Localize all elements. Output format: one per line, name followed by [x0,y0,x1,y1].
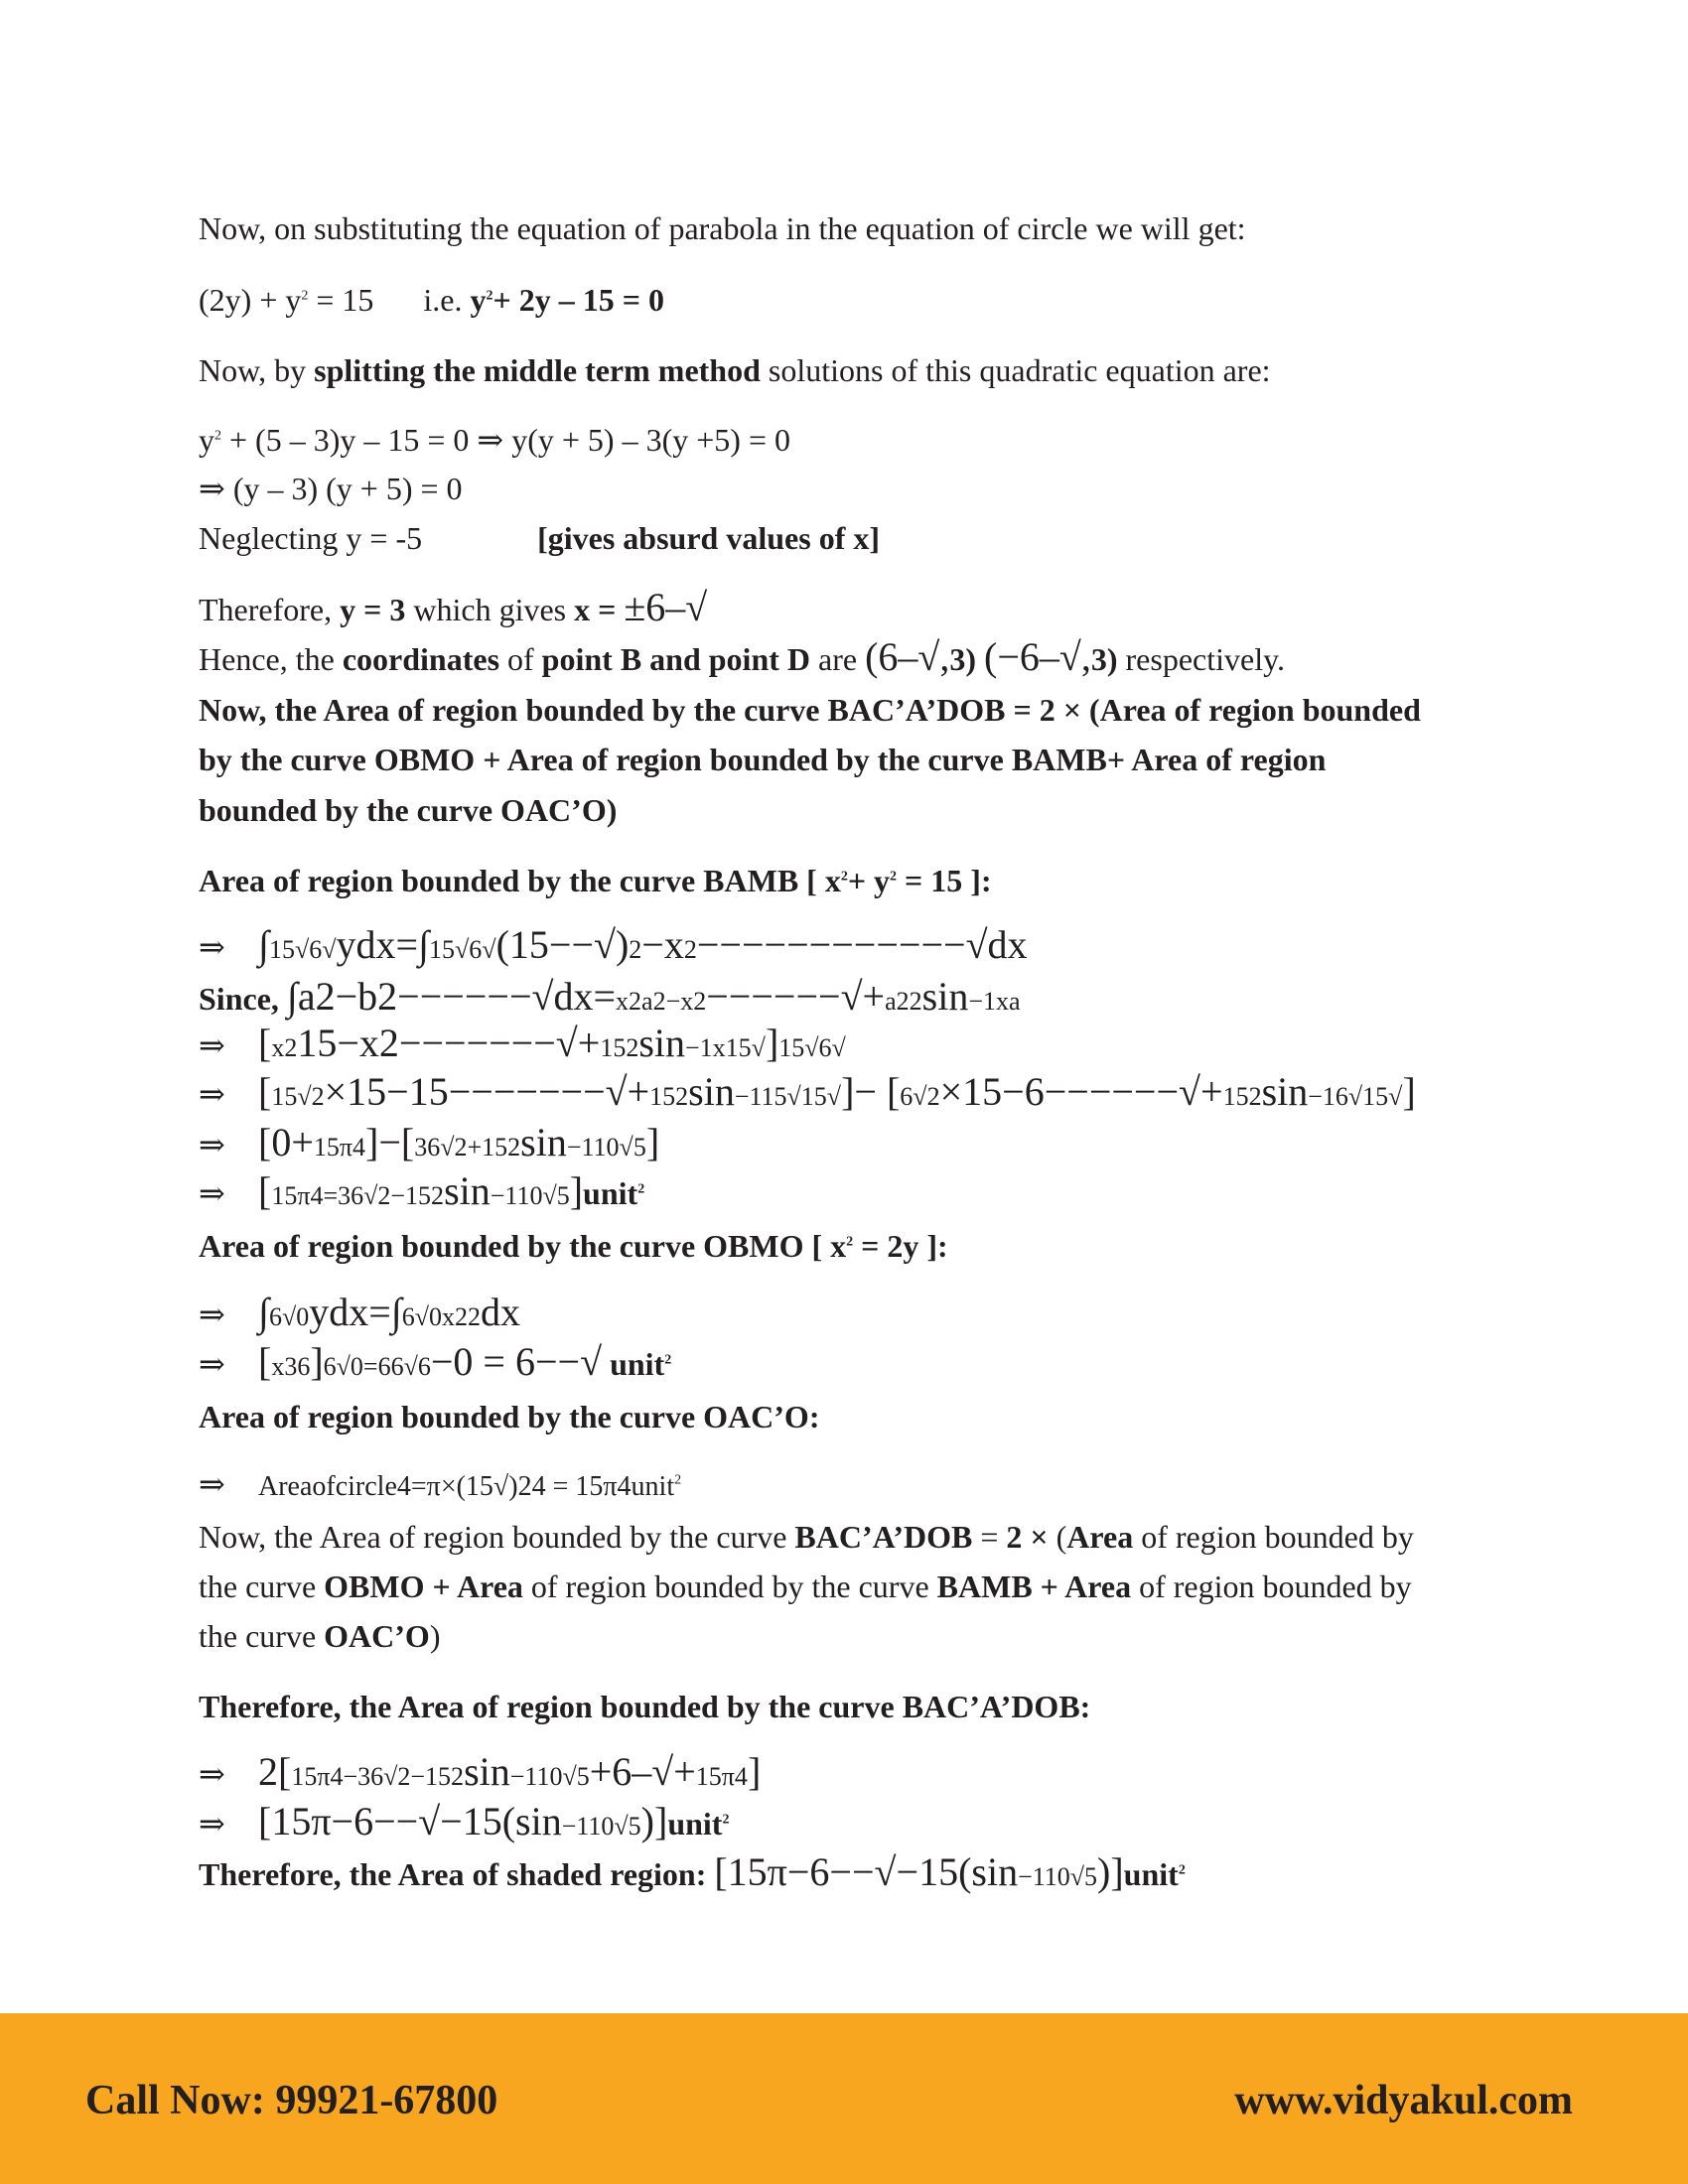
text: + y [847,863,891,898]
superscript: 2 [890,869,898,885]
text: 3) [1090,641,1118,677]
math-line [199,922,1028,970]
math: −−−−−−−−−−−−√dx [696,922,1028,967]
math: ydx=∫ [336,922,430,967]
math: a22 [885,987,922,1016]
implies-symbol: ⇒ [199,1756,225,1792]
text-line [199,790,617,830]
text: are [818,641,858,677]
implies-symbol: ⇒ [199,1466,225,1502]
math: sin [688,1069,735,1114]
math: +6–√+ [589,1749,696,1794]
superscript: 2 [722,1812,730,1828]
math: ]−[ [365,1120,415,1164]
math: [ [258,1168,272,1213]
text-line [199,1616,440,1656]
superscript: 2 [664,1352,672,1368]
text: respectively. [1125,641,1286,677]
math: [ [258,1069,272,1114]
math: 152 [1222,1082,1262,1111]
text: of region bounded by [1141,1519,1414,1555]
text: Area [1066,1519,1134,1555]
text: the curve [199,1618,317,1654]
text: [gives absurd values of x] [537,520,880,556]
math: ] [310,1339,324,1384]
math-line [199,1464,681,1507]
section-heading [199,1687,1090,1726]
math: = 15π4unit [545,1471,675,1502]
math: −−−−−−√+ [706,974,886,1019]
text: OAC’O [324,1618,430,1654]
math-line [199,1339,672,1387]
text: by the curve OBMO + Area of region bounded by the curve BAMB+ Area of region [199,742,1327,777]
math: 15√6√ [268,935,337,964]
math: [15π−6−−√−15(sin [714,1849,1019,1894]
text: of [507,641,534,677]
equation-line [199,280,664,320]
text: Neglecting y = -5 [199,520,423,556]
text: (2y) + y [199,282,302,318]
text: which gives [413,592,567,627]
text: unit [667,1806,723,1842]
math: = 6−−√ [473,1339,603,1384]
text: ) [429,1618,441,1654]
text: i.e. [423,282,463,318]
text: Area of region bounded by the curve BAMB [ x [199,863,841,898]
math: x2a2−x2 [616,987,707,1016]
math: ×15−15−−−−−−−√+ [324,1069,650,1114]
math: ∫ [258,1290,269,1334]
math: 15−x2−−−−−−−√+ [297,1021,601,1065]
math-line [199,1069,1416,1117]
math: sin [638,1021,685,1065]
text: + (5 – 3)y – 15 = 0 ⇒ y(y + 5) – 3(y +5) = 0 [221,422,790,458]
math: [15π−6−−√−15(sin [258,1799,562,1843]
math: −110√5 [490,1181,570,1210]
equation-line [199,469,463,508]
text: y [199,422,214,458]
math: sin [921,974,969,1019]
math: 15π4−36√2−152 [291,1762,465,1791]
math: 6√0 [268,1302,310,1331]
text: OBMO + Area [324,1569,523,1604]
text: coordinates [342,641,500,677]
math: ] [765,1021,779,1065]
implies-symbol: ⇒ [199,1127,225,1162]
superscript: 2 [846,1234,854,1250]
section-heading [199,1397,819,1436]
math-line [199,1749,762,1797]
superscript: 2 [214,428,221,444]
math: [ [258,1339,272,1384]
text: Therefore, the Area of region bounded by the curve BAC’A’DOB: [199,1689,1091,1724]
math: )] [640,1799,668,1843]
math: 15√6√ [778,1033,846,1062]
text: x = [574,592,617,627]
math: ] [747,1749,762,1794]
text: bounded by the curve OAC’O) [199,792,618,828]
final-answer-line [199,1849,1186,1897]
text: = 15 ]: [897,863,992,898]
text: Therefore, the Area of shaded region: [199,1856,707,1892]
math: [ [258,1021,272,1065]
math: −115√15√ [734,1082,842,1111]
text: of region bounded by the curve [530,1569,929,1604]
math: 6√2 [900,1082,940,1111]
math: sin [1261,1069,1309,1114]
math: sin [520,1120,567,1164]
text: BAC’A’DOB [794,1519,973,1555]
text: Now, by [199,352,307,388]
text: unit [583,1175,638,1211]
math: ×15−6−−−−−−√+ [939,1069,1223,1114]
math: 152 [600,1033,639,1062]
math: −x [641,922,684,967]
text-line [199,1567,1412,1606]
math: 6√0=66√6 [323,1352,431,1381]
math: ∫ [258,922,269,967]
text: y [470,282,487,318]
text: the curve [199,1569,317,1604]
math: 15√2 [271,1082,325,1111]
text: of region bounded by [1139,1569,1412,1604]
call-now-text[interactable]: Call Now: 99921-67800 [85,2078,498,2123]
superscript: 2 [486,288,493,304]
text: ⇒ (y – 3) (y + 5) = 0 [199,471,463,506]
text-line [199,208,1246,248]
math: 2 [683,935,697,964]
superscript: 2 [1178,1862,1186,1878]
text: splitting the middle term method [314,352,761,388]
text: = [980,1519,999,1555]
text: ( [1055,1519,1067,1555]
math: ] [645,1120,660,1164]
implies-symbol: ⇒ [199,929,225,965]
text: Now, the Area of region bounded by the curve [199,1519,787,1555]
math: −1xa [968,987,1021,1016]
implies-symbol: ⇒ [199,1175,225,1211]
text: Hence, the [199,641,335,677]
math: )] [1097,1849,1124,1894]
text: Therefore, [199,592,333,627]
math: (15−−√) [495,922,630,967]
math: sin [444,1168,491,1213]
math: −16√15√ [1308,1082,1403,1111]
footer-banner [0,2013,1688,2184]
math: ±6–√ [624,585,708,629]
math: 15π4 [313,1133,366,1161]
implies-symbol: ⇒ [199,1297,225,1332]
text-line [199,690,1421,730]
math: 15π4=36√2−152 [271,1181,445,1210]
text: Area of region bounded by the curve OAC’O: [199,1399,820,1434]
text-line [199,634,1286,679]
text: = 2y ]: [853,1228,948,1264]
math: 2[ [258,1749,292,1794]
math: −110√5 [1018,1862,1098,1891]
text-line [199,350,1271,390]
text: unit [610,1346,665,1382]
math: ydx=∫ [309,1290,402,1334]
math-line [199,974,1021,1022]
math: −0 [430,1339,474,1384]
implies-symbol: ⇒ [199,1346,225,1382]
text: = 15 [308,282,374,318]
text-line [199,585,708,629]
text: Since, [199,981,279,1017]
math-line [199,1120,660,1167]
text: solutions of this quadratic equation are: [768,352,1271,388]
math: 15√6√ [429,935,496,964]
math: dx [481,1290,521,1334]
math: 152 [649,1082,689,1111]
text: point B and point D [541,641,810,677]
math: ] [1402,1069,1416,1114]
text-line [199,1517,1414,1557]
math-line [199,1290,521,1337]
text-line [199,518,880,558]
math-line [199,1168,645,1216]
math: ] [569,1168,584,1213]
math: 15π4 [695,1762,748,1791]
text: 2 × [1006,1519,1049,1555]
math: −110√5 [561,1812,641,1841]
math-line [199,1021,846,1068]
math: [0+ [258,1120,314,1164]
math: Areaofcircle4=π×(15√)24 [258,1471,546,1502]
math: 2 [629,935,642,964]
math: ]− [ [841,1069,901,1114]
superscript: 2 [301,288,309,304]
math: 6√0x22 [401,1302,482,1331]
text: Area of region bounded by the curve OBMO [ x [199,1228,847,1264]
math: −110√5 [566,1133,646,1161]
text: BAMB + Area [936,1569,1132,1604]
math: ∫a2−b2−−−−−−√dx= [286,974,617,1019]
section-heading [199,1226,948,1266]
math: x2 [271,1033,298,1062]
math: −1x15√ [685,1033,766,1062]
math: (−6–√, [984,634,1091,679]
text: y = 3 [340,592,406,627]
math: −110√5 [509,1762,590,1791]
text: + 2y – 15 = 0 [492,282,664,318]
text-line [199,740,1326,779]
implies-symbol: ⇒ [199,1806,225,1842]
text: Now, on substituting the equation of parabola in the equation of circle we will get: [199,210,1246,246]
math: sin [464,1749,510,1794]
equation-line [199,420,790,460]
text: Now, the Area of region bounded by the curve BAC’A’DOB = 2 × (Area of region bounded [199,692,1421,728]
math: 36√2+152 [414,1133,521,1161]
math: x36 [271,1352,311,1381]
text: 3) [949,641,976,677]
superscript: 2 [674,1472,682,1488]
section-heading [199,861,992,900]
text: unit [1123,1856,1179,1892]
website-link[interactable]: www.vidyakul.com [1234,2078,1573,2123]
implies-symbol: ⇒ [199,1027,225,1063]
math-line [199,1799,730,1846]
superscript: 2 [840,869,848,885]
superscript: 2 [637,1181,645,1197]
math: (6–√, [865,634,950,679]
implies-symbol: ⇒ [199,1076,225,1112]
